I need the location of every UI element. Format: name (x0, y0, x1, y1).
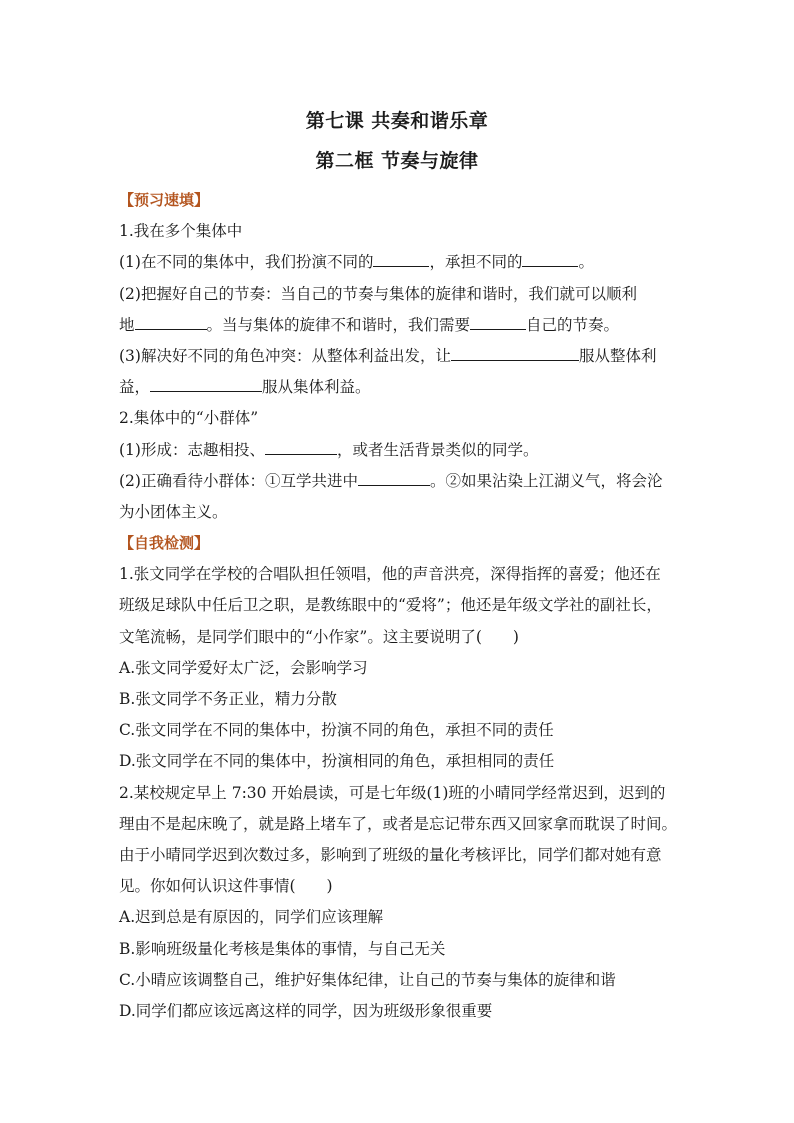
preview-q1-3-line1 (119, 341, 679, 372)
text-segment: 。 (578, 253, 594, 272)
fill-blank[interactable] (522, 249, 578, 267)
preview-q1-2-line1: (2)把握好自己的节奏：当自己的节奏与集体的旋律和谐时，我们就可以顺利 (119, 284, 637, 303)
text-segment: 服从集体利益。 (262, 378, 371, 397)
fill-blank[interactable] (373, 249, 429, 267)
selfcheck-q1-option-d[interactable]: D.张文同学在不同的集体中，扮演相同的角色，承担相同的责任 (119, 752, 555, 771)
selfcheck-header: 【自我检测】 (119, 534, 210, 553)
preview-q1-2-line2 (119, 310, 679, 341)
text-segment: 。当与集体的旋律不和谐时，我们需要 (206, 315, 471, 334)
fill-blank[interactable] (451, 343, 579, 361)
preview-q1-1 (119, 247, 679, 278)
selfcheck-q2-option-a[interactable]: A.迟到总是有原因的，同学们应该理解 (119, 908, 384, 927)
fill-blank[interactable] (470, 312, 526, 330)
text-segment: (3)解决好不同的角色冲突：从整体利益出发，让 (119, 346, 451, 365)
selfcheck-q2-line: 理由不是起床晚了，就是路上堵车了，或者是忘记带东西又回家拿而耽误了时间。 (119, 814, 678, 833)
text-segment: (2)正确看待小群体：①互学共进中 (119, 471, 358, 490)
preview-q1-3-line2 (119, 372, 679, 403)
text-segment: 服从整体利 (578, 346, 657, 365)
selfcheck-q1-line: 文笔流畅，是同学们眼中的“小作家”。这主要说明了( ) (119, 627, 519, 646)
preview-header: 【预习速填】 (119, 191, 210, 209)
selfcheck-q2-line: 2.某校规定早上 7:30 开始晨读，可是七年级(1)班的小晴同学经常迟到，迟到的 (119, 783, 666, 802)
text-segment: 地 (119, 315, 135, 334)
preview-q2-2-line2: 为小团体主义。 (119, 502, 228, 521)
text-segment: 益， (119, 378, 151, 397)
selfcheck-q2-option-b[interactable]: B.影响班级量化考核是集体的事情，与自己无关 (119, 939, 446, 958)
content-body (119, 185, 679, 1027)
text-segment: (1)形成：志趣相投、 (119, 440, 265, 459)
text-segment: 自己的节奏。 (526, 315, 620, 334)
text-segment: ，或者生活背景类似的同学。 (336, 440, 539, 459)
selfcheck-q2-line: 见。你如何认识这件事情( ) (119, 877, 333, 896)
fill-blank[interactable] (150, 374, 262, 392)
selfcheck-q1-option-b[interactable]: B.张文同学不务正业，精力分散 (119, 690, 337, 708)
preview-q2-2-line1 (119, 466, 679, 497)
preview-q2-title: 2.集体中的“小群体” (119, 409, 259, 428)
section-title: 第二框 节奏与旋律 (315, 150, 479, 172)
selfcheck-q1-option-c[interactable]: C.张文同学在不同的集体中，扮演不同的角色，承担不同的责任 (119, 721, 554, 740)
selfcheck-q2-option-c[interactable]: C.小晴应该调整自己，维护好集体纪律，让自己的节奏与集体的旋律和谐 (119, 970, 616, 989)
lesson-title: 第七课 共奏和谐乐章 (305, 110, 489, 132)
text-segment: 。②如果沾染上江湖义气，将会沦 (429, 471, 663, 490)
preview-q2-1 (119, 435, 679, 466)
selfcheck-q2-line: 由于小晴同学迟到次数过多，影响到了班级的量化考核评比，同学们都对她有意 (119, 845, 662, 864)
selfcheck-q1-option-a[interactable]: A.张文同学爱好太广泛，会影响学习 (119, 658, 368, 677)
text-segment: (1)在不同的集体中，我们扮演不同的 (119, 253, 374, 272)
preview-q1-title: 1.我在多个集体中 (119, 222, 243, 241)
selfcheck-q2-option-d[interactable]: D.同学们都应该远离这样的同学，因为班级形象很重要 (119, 1001, 493, 1020)
fill-blank[interactable] (135, 312, 207, 330)
selfcheck-q1-line: 1.张文同学在学校的合唱队担任领唱，他的声音洪亮，深得指挥的喜爱；他还在 (119, 565, 661, 584)
selfcheck-q1-line: 班级足球队中任后卫之职，是教练眼中的“爱将”；他还是年级文学社的副社长， (119, 596, 662, 615)
fill-blank[interactable] (265, 437, 337, 455)
fill-blank[interactable] (358, 468, 430, 486)
text-segment: ，承担不同的 (429, 253, 523, 272)
